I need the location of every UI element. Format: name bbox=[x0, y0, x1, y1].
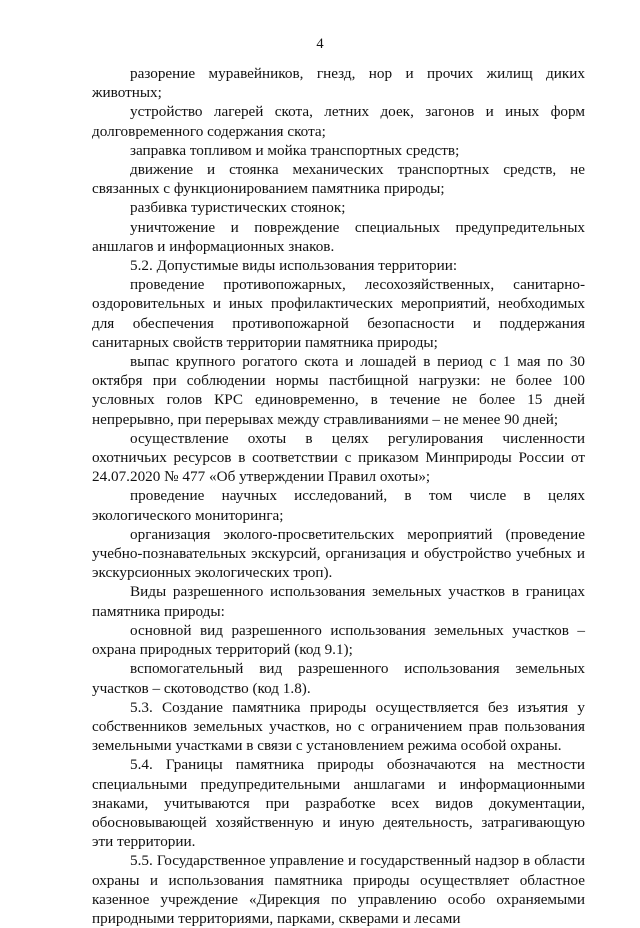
paragraph-list-item: заправка топливом и мойка транспортных средств; bbox=[130, 141, 460, 159]
paragraph-list-item: проведение научных исследований, в том числе в целях экологического мониторинга; bbox=[92, 487, 585, 524]
paragraph-list-item: устройство лагерей скота, летних доек, загонов и иных форм долговременного содержания скота; bbox=[92, 103, 585, 140]
paragraph-list-item: проведение противопожарных, лесохозяйственных, санитарно-оздоровительных и иных профилактических мероприятий, необходимых для обеспечения противопожарной безопасности и поддержания санитарных свойств территории памятника природы; bbox=[92, 276, 585, 351]
paragraph-list-item: уничтожение и повреждение специальных предупредительных аншлагов и информационных знаков. bbox=[92, 218, 585, 255]
paragraph-list-item: выпас крупного рогатого скота и лошадей в период с 1 мая по 30 октября при соблюдении нормы пастбищной нагрузки: не более 100 условных голов КРС единовременно, в течение не более 15 дней непрерывно, при перерывах между стравливаниями – не менее 90 дней; bbox=[92, 353, 585, 428]
document-body bbox=[92, 64, 585, 928]
paragraph-list-item: разорение муравейников, гнезд, нор и прочих жилищ диких животных; bbox=[92, 65, 585, 102]
paragraph-5-5: 5.5. Государственное управление и государственный надзор в области охраны и использования памятника природы осуществляет областное казенное учреждение «Дирекция по управлению особо охраняемыми природными территориями, парками, скверами и лесами bbox=[92, 852, 585, 927]
paragraph-list-item: движение и стоянка механических транспортных средств, не связанных с функционированием памятника природы; bbox=[92, 161, 585, 198]
paragraph-list-item: вспомогательный вид разрешенного использования земельных участков – скотоводство (код 1.8). bbox=[92, 660, 585, 697]
paragraph-land-use-intro: Виды разрешенного использования земельных участков в границах памятника природы: bbox=[92, 583, 585, 620]
paragraph-list-item: организация эколого-просветительских мероприятий (проведение учебно-познавательных экскурсий, организация и обустройство учебных и экскурсионных экологических троп). bbox=[92, 525, 585, 582]
paragraph-list-item: осуществление охоты в целях регулирования численности охотничьих ресурсов в соответствии с приказом Минприроды России от 24.07.2020 № 477 «Об утверждении Правил охоты»; bbox=[92, 429, 585, 486]
paragraph-5-3: 5.3. Создание памятника природы осуществляется без изъятия у собственников земельных участков, но с ограничением прав пользования земельными участками в связи с установлением режима особой охраны. bbox=[92, 698, 585, 755]
paragraph-list-item: основной вид разрешенного использования земельных участков – охрана природных территорий (код 9.1); bbox=[92, 621, 585, 659]
page-number: 4 bbox=[316, 36, 324, 52]
paragraph-5-4: 5.4. Границы памятника природы обозначаются на местности специальными предупредительными аншлагами и информационными знаками, учитываются при разработке всех видов документации, обосновывающей хозяйственную и иную деятельность, затрагивающую эти территории. bbox=[92, 756, 585, 851]
section-heading-5-2: 5.2. Допустимые виды использования территории: bbox=[130, 257, 458, 275]
paragraph-list-item: разбивка туристических стоянок; bbox=[130, 199, 346, 217]
